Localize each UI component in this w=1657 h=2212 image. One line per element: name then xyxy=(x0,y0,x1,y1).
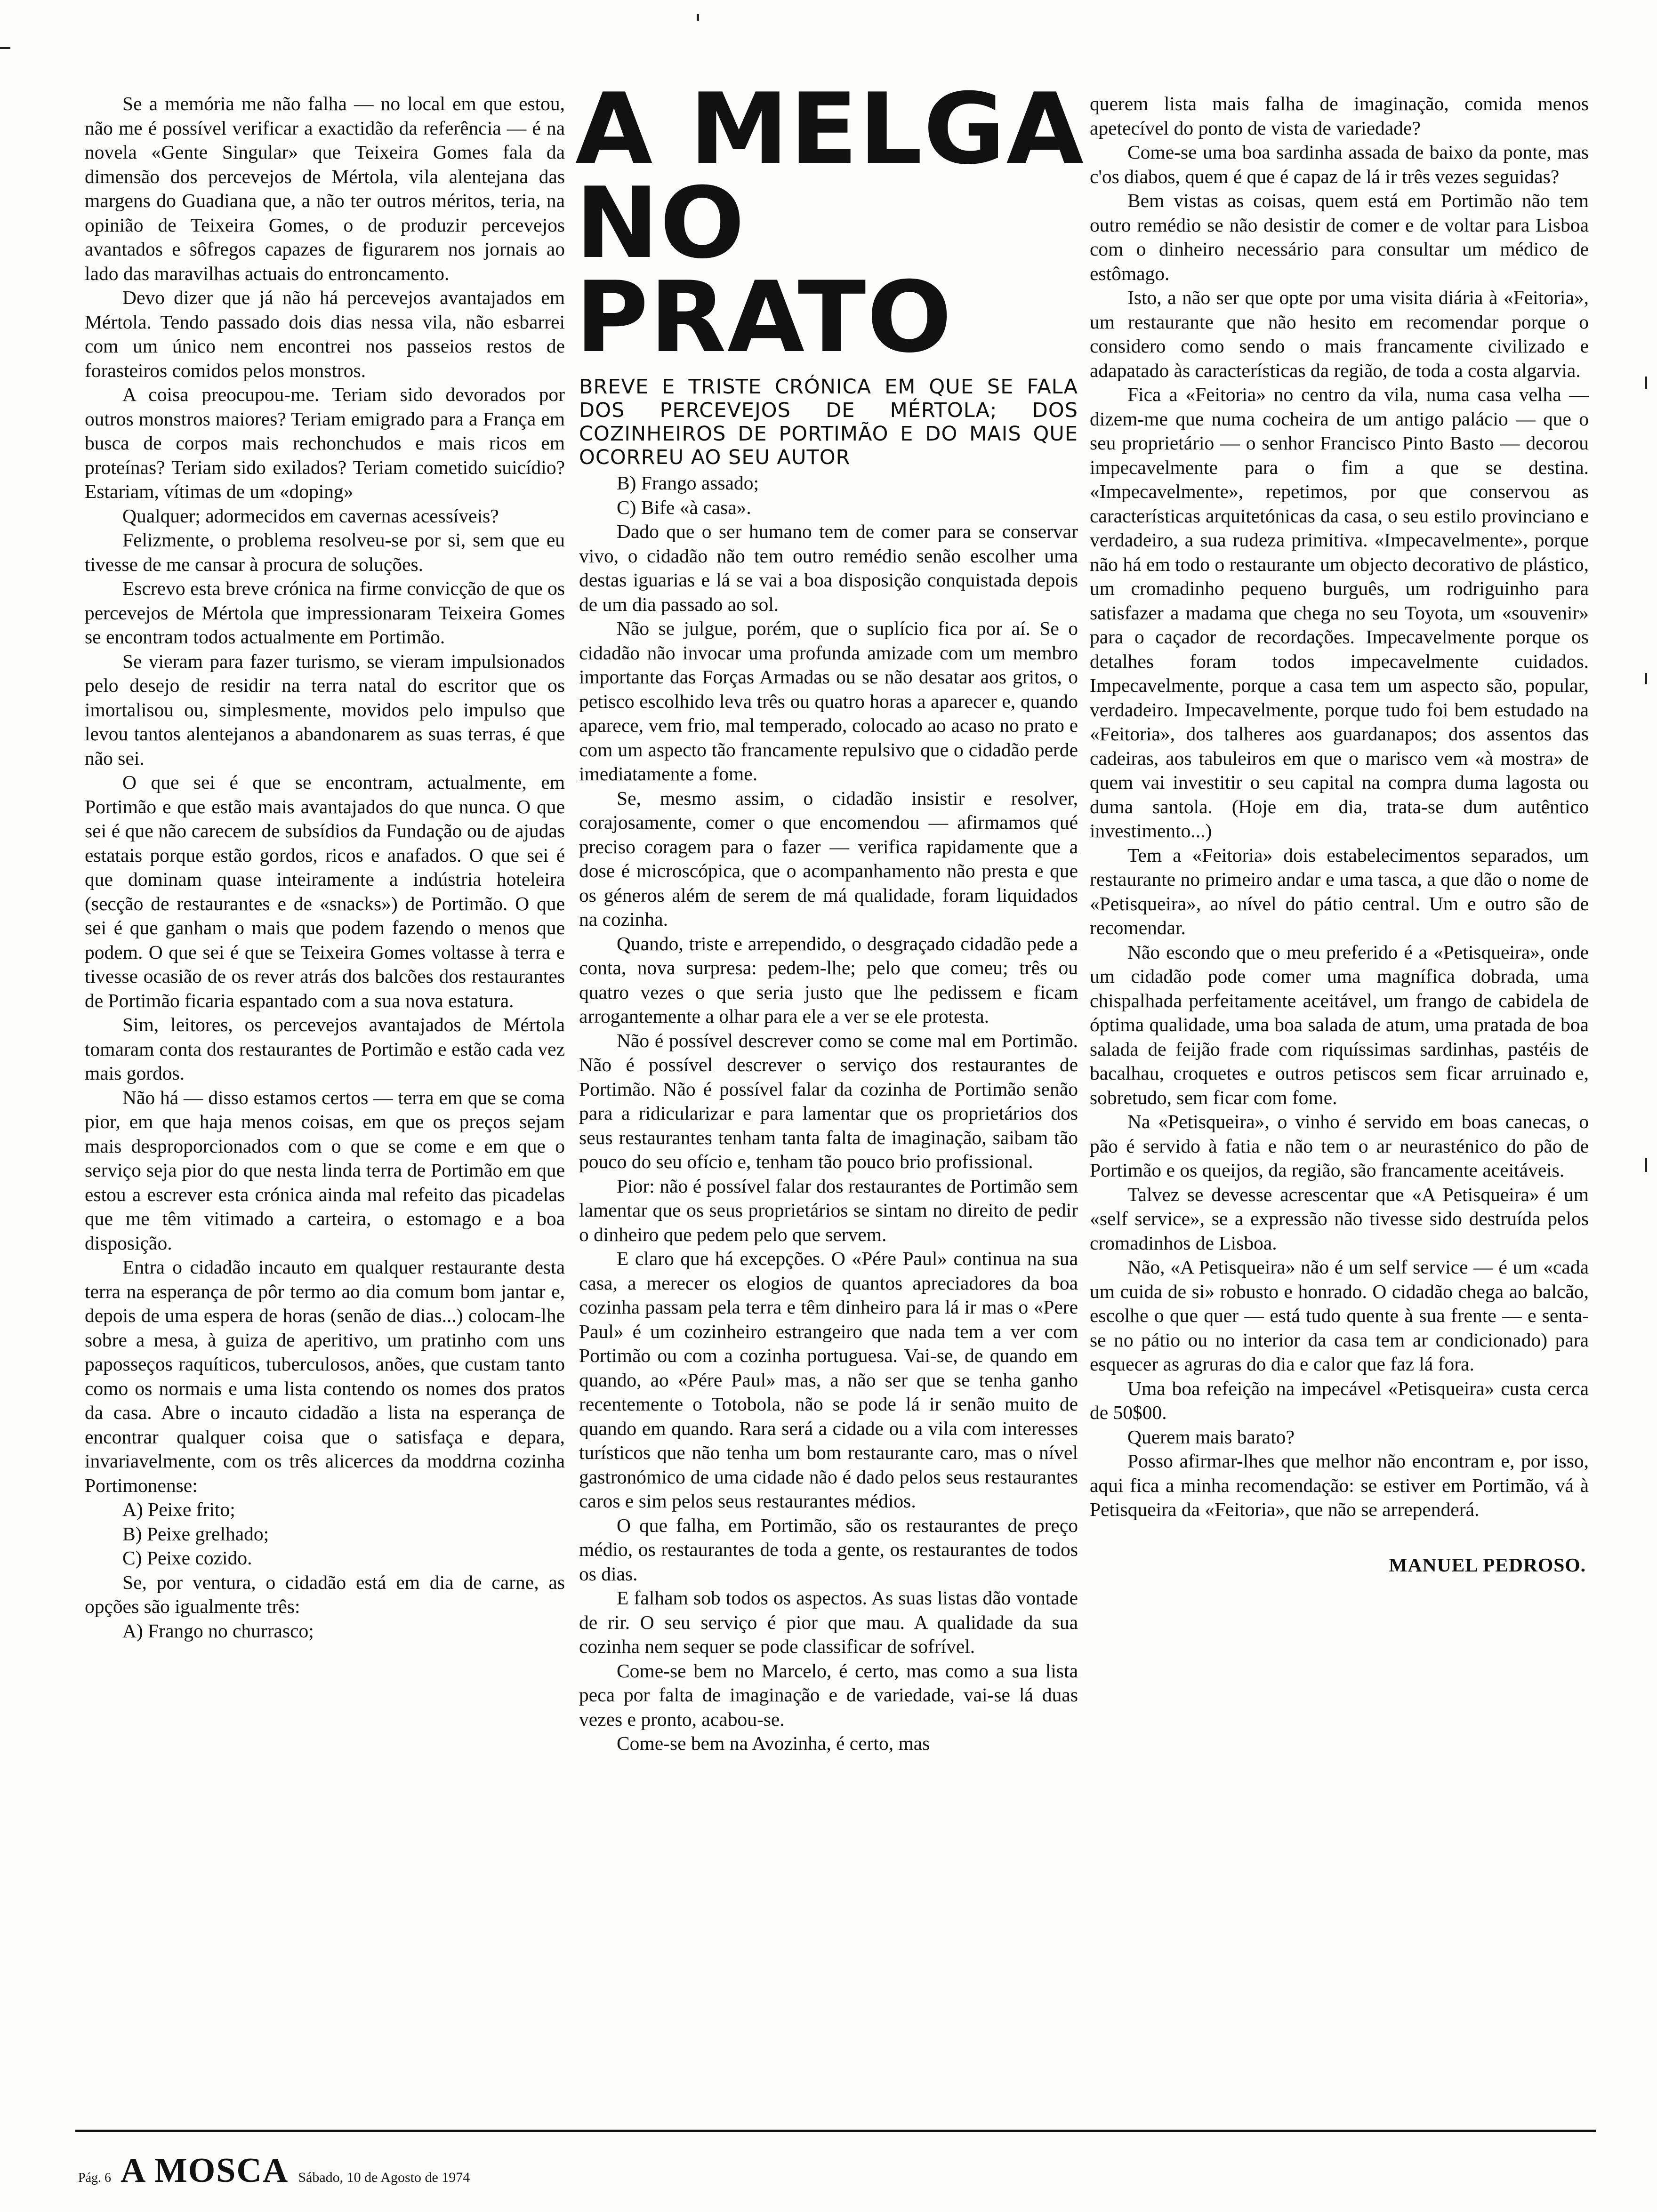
paragraph: E falham sob todos os aspectos. As suas listas dão vontade de rir. O seu serviço é pior que mau. A qualidade da sua cozinha nem sequer se pode classificar de sofrível. xyxy=(579,1587,1078,1657)
article-column-1 xyxy=(85,92,565,1643)
paragraph: Bem vistas as coisas, quem está em Portimão não tem outro remédio se não desistir de comer e de voltar para Lisboa com o dinheiro necessário para consultar um médico de estômago. xyxy=(1090,190,1589,284)
paragraph: Qualquer; adormecidos em cavernas acessíveis? xyxy=(122,505,499,527)
scan-mark xyxy=(0,47,10,49)
menu-option: C) Peixe cozido. xyxy=(122,1547,252,1569)
paragraph: Não há — disso estamos certos — terra em que se coma pior, em que haja menos coisas, em que os preços sejam mais desproporcionados com o que se come e em que o serviço seja pior do que nesta linda terra de Portimão em que estou a escrever esta crónica ainda mal refeito das picadelas que me têm vitimado a carteira, o estomago e a boa disposição. xyxy=(85,1086,565,1254)
paragraph: Posso afirmar-lhes que melhor não encontram e, por isso, aqui fica a minha recomendação: se estiver em Portimão, vá à Petisqueira da «Feitoria», que não se arrependerá. xyxy=(1090,1450,1589,1520)
paragraph: Dado que o ser humano tem de comer para se conservar vivo, o cidadão não tem outro remédio senão escolher uma destas iguarias e lá se vai a boa disposição conquistada depois de um dia passado ao sol. xyxy=(579,521,1078,615)
scan-mark xyxy=(1645,673,1647,684)
page-footer xyxy=(78,2151,470,2188)
paragraph: Não, «A Petisqueira» não é um self service — é um «cada um cuida de si» robusto e honrado. O cidadão chega ao balcão, escolhe o que quer — está tudo quente à sua frente — e senta-se no pátio ou no interior da casa tem ar condicionado) para esquecer as agruras do dia e calor que faz lá fora. xyxy=(1090,1256,1589,1375)
scan-mark xyxy=(1645,377,1647,389)
author-signature: MANUEL PEDROSO. xyxy=(1389,1554,1586,1576)
article-column-2 xyxy=(575,72,1085,1756)
page-number: Pág. 6 xyxy=(78,2171,111,2185)
menu-option: B) Frango assado; xyxy=(617,472,759,494)
menu-option: B) Peixe grelhado; xyxy=(122,1523,269,1545)
paragraph: querem lista mais falha de imaginação, comida menos apetecível do ponto de vista de variedade? xyxy=(1090,93,1589,139)
paragraph: Uma boa refeição na impecável «Petisqueira» custa cerca de 50$00. xyxy=(1090,1377,1589,1423)
paragraph: Se, mesmo assim, o cidadão insistir e resolver, corajosamente, comer o que encomendou — afirmamos qué preciso coragem para o fazer — verifica rapidamente que a dose é microscópica, que o acompanhamento não presta e que os géneros além de serem de má qualidade, foram liquidados na cozinha. xyxy=(579,787,1078,930)
paragraph: O que falha, em Portimão, são os restaurantes de preço médio, os restaurantes de toda a gente, os restaurantes de todos os dias. xyxy=(579,1514,1078,1585)
paragraph: Devo dizer que já não há percevejos avantajados em Mértola. Tendo passado dois dias nessa vila, não esbarrei com um único nem encontrei nos passeios restos de forasteiros comidos pelos monstros. xyxy=(85,287,565,381)
paragraph: Tem a «Feitoria» dois estabelecimentos separados, um restaurante no primeiro andar e uma tasca, a que dão o nome de «Petisqueira», ao nível do pátio central. Um e outro são de recomendar. xyxy=(1090,844,1589,938)
scan-mark xyxy=(1645,1158,1647,1172)
paragraph: Isto, a não ser que opte por uma visita diária à «Feitoria», um restaurante que não hesito em recomendar porque o considero como sendo o mais francamente civilizado e adapatado às características da região, de toda a costa algarvia. xyxy=(1090,287,1589,381)
menu-option: A) Peixe frito; xyxy=(122,1499,235,1520)
article-column-3 xyxy=(1090,92,1589,1577)
paragraph: O que sei é que se encontram, actualmente, em Portimão e que estão mais avantajados do que nunca. O que sei é que não carecem de subsídios da Fundação ou de ajudas estatais porque estão gordos, ricos e anafados. O que sei é que dominam quase inteiramente a indústria hoteleira (secção de restaurantes e de «snacks») de Portimão. O que sei é que ganham o mais que podem fazendo o menos que podem. O que sei é que se Teixeira Gomes voltasse à terra e tivesse ocasião de os rever atrás dos balcões dos restaurantes de Portimão ficaria espantado com a sua nova estatura. xyxy=(85,771,565,1011)
paragraph: E claro que há excepções. O «Pére Paul» continua na sua casa, a merecer os elogios de quantos apreciadores da boa cozinha passam pela terra e têm dinheiro para lá ir mas o «Pere Paul» é um cozinheiro estrangeiro que nada tem a ver com Portimão ou com a cozinha portuguesa. Vai-se, de quando em quando, ao «Pére Paul» mas, a não ser que se tenha ganho recentemente o Totobola, não se pode lá ir senão muito de quando em quando. Rara será a cidade ou a vila com interesses turísticos que não tenha um bom restaurante caro, mas o nível gastronómico de uma cidade não é dado pelos seus restaurantes caros e sim pelos seus restaurantes médios. xyxy=(579,1248,1078,1512)
paragraph: Não escondo que o meu preferido é a «Petisqueira», onde um cidadão pode comer uma magnífica dobrada, uma chispalhada perfeitamente aceitável, um frango de cabidela de óptima qualidade, uma boa salada de atum, uma pratada de boa salada de feijão frade com riquíssimas sardinhas, pastéis de bacalhau, croquetes e outros petiscos sem ficar arruinado e, sobretudo, sem ficar com fome. xyxy=(1090,941,1589,1108)
paragraph: Não se julgue, porém, que o suplício fica por aí. Se o cidadão não invocar uma profunda amizade com um membro importante das Forças Armadas ou se não desatar aos gritos, o petisco escolhido leva três ou quatro horas a aparecer e, quando aparece, vem frio, mal temperado, colocado ao acaso no prato e com um aspecto tão francamente repulsivo que o cidadão perde imediatamente a fome. xyxy=(579,617,1078,785)
paragraph: Fica a «Feitoria» no centro da vila, numa casa velha — dizem-me que numa cocheira de um antigo palácio — que o seu proprietário — o senhor Francisco Pinto Basto — decorou impecavelmente para o fim a que se destina. «Impecavelmente», repetimos, por que conservou as características arquitetónicas da casa, o seu estilo provinciano e verdadeiro, a sua rudeza primitiva. «Impecavelmente», porque não há em todo o restaurante um objecto decorativo de plástico, um cromadinho pequeno burguês, um rodriguinho para satisfazer a madama que chega no seu Toyota, um «souvenir» para o caçador de recordações. Impecavelmente porque os detalhes foram todos impecavelmente cuidados. Impecavelmente, porque a casa tem um aspecto são, popular, verdadeiro. Impecavelmente, porque tudo foi bem estudado na «Feitoria», dos talheres aos guardanapos; dos assentos das cadeiras, aos tabuleiros em que o marisco vem «à mostra» de quem vai investitir o seu capital na compra duma lagosta ou duma santola. (Hoje em dia, trata-se dum autêntico investimento...) xyxy=(1090,384,1589,842)
menu-option: C) Bife «à casa». xyxy=(617,496,751,518)
headline xyxy=(575,72,1088,375)
paragraph: A coisa preocupou-me. Teriam sido devorados por outros monstros maiores? Teriam emigrado para a França em busca de corpos mais rechonchudos e mais ricos em proteínas? Teriam sido exilados? Teriam cometido suicídio? Estariam, vítimas de um «doping» xyxy=(85,384,565,502)
scan-mark xyxy=(697,14,699,21)
issue-date: Sábado, 10 de Agosto de 1974 xyxy=(298,2170,470,2185)
paragraph: Escrevo esta breve crónica na firme convicção de que os percevejos de Mértola que impressionaram Teixeira Gomes se encontram todos actualmente em Portimão. xyxy=(85,577,565,648)
paragraph: Come-se bem no Marcelo, é certo, mas como a sua lista peca por falta de imaginação e de variedade, vai-se lá duas vezes e pronto, acabou-se. xyxy=(579,1659,1078,1730)
paragraph: Querem mais barato? xyxy=(1127,1426,1295,1448)
menu-option: A) Frango no churrasco; xyxy=(122,1619,314,1642)
headline-line-2: NO PRATO xyxy=(575,167,953,375)
headline-line-1: A MELGA xyxy=(575,72,1085,186)
paragraph: Na «Petisqueira», o vinho é servido em boas canecas, o pão é servido à fatia e não tem o ar neurasténico do pão de Portimão e os queijos, da região, são francamente aceitáveis. xyxy=(1090,1111,1589,1181)
paragraph: Se vieram para fazer turismo, se vieram impulsionados pelo desejo de residir na terra natal do escritor que os imortalisou ou, simplesmente, movidos pelo impulso que levou tantos alentejanos a abandonarem as suas terras, é que não sei. xyxy=(85,650,565,769)
paragraph: Não é possível descrever como se come mal em Portimão. Não é possível descrever o serviço dos restaurantes de Portimão. Não é possível falar da cozinha de Portimão senão para a ridicularizar e para lamentar que os proprietários dos seus restaurantes tenham tanta falta de imaginação, saibam tão pouco do seu ofício e, tenham tão pouco brio profissional. xyxy=(579,1029,1078,1172)
paragraph: Talvez se devesse acrescentar que «A Petisqueira» é um «self service», se a expressão não tivesse sido destruída pelos cromadinhos de Lisboa. xyxy=(1090,1183,1589,1254)
paragraph: Pior: não é possível falar dos restaurantes de Portimão sem lamentar que os seus proprietários se sintam no direito de pedir o dinheiro que pedem pelo que servem. xyxy=(579,1175,1078,1245)
paragraph: Quando, triste e arrependido, o desgraçado cidadão pede a conta, nova surpresa: pedem-lhe; pelo que comeu; três ou quatro vezes o que seria justo que lhe pedissem e ficam arrogantemente a olhar para ele a ver se ele protesta. xyxy=(579,932,1078,1027)
paragraph: Se, por ventura, o cidadão está em dia de carne, as opções são igualmente três: xyxy=(85,1571,565,1617)
paragraph: Felizmente, o problema resolveu-se por si, sem que eu tivesse de me cansar à procura de soluções. xyxy=(85,529,565,575)
paragraph: Sim, leitores, os percevejos avantajados de Mértola tomaram conta dos restaurantes de Portimão e estão cada vez mais gordos. xyxy=(85,1014,565,1084)
paragraph: Come-se bem na Avozinha, é certo, mas xyxy=(617,1732,930,1754)
paragraph: Come-se uma boa sardinha assada de baixo da ponte, mas c'os diabos, quem é que é capaz de lá ir três vezes seguidas? xyxy=(1090,141,1589,187)
paragraph: Entra o cidadão incauto em qualquer restaurante desta terra na esperança de pôr termo ao dia comum bom jantar e, depois de uma espera de horas (senão de dias...) colocam-lhe sobre a mesa, à guiza de aperitivo, um pratinho com uns paposseços raquíticos, tuberculosos, anões, que custam tanto como os normais e uma lista contendo os nomes dos pratos da casa. Abre o incauto cidadão a lista na esperança de encontrar qualquer coisa que o satisfaça e depara, invariavelmente, com os três alicerces da moddrna cozinha Portimonense: xyxy=(85,1256,565,1496)
paragraph: Se a memória me não falha — no local em que estou, não me é possível verificar a exactidão da referência — é na novela «Gente Singular» que Teixeira Gomes fala da dimensão dos percevejos de Mértola, vila alentejana das margens do Guadiana que, a não ter outros méritos, teria, na opinião de Teixeira Gomes, o de produzir percevejos avantados e sôfregos capazes de figurarem nos jornais ao lado das maravilhas actuais do entroncamento. xyxy=(85,93,565,284)
subheadline: BREVE E TRISTE CRÓNICA EM QUE SE FALA DOS PERCEVEJOS DE MÉRTOLA; DOS COZINHEIROS DE PORTIMÃO E DO MAIS QUE OCORREU AO SEU AUTOR xyxy=(579,375,1078,469)
footer-divider xyxy=(75,2130,1596,2132)
masthead: A MOSCA xyxy=(121,2151,289,2190)
